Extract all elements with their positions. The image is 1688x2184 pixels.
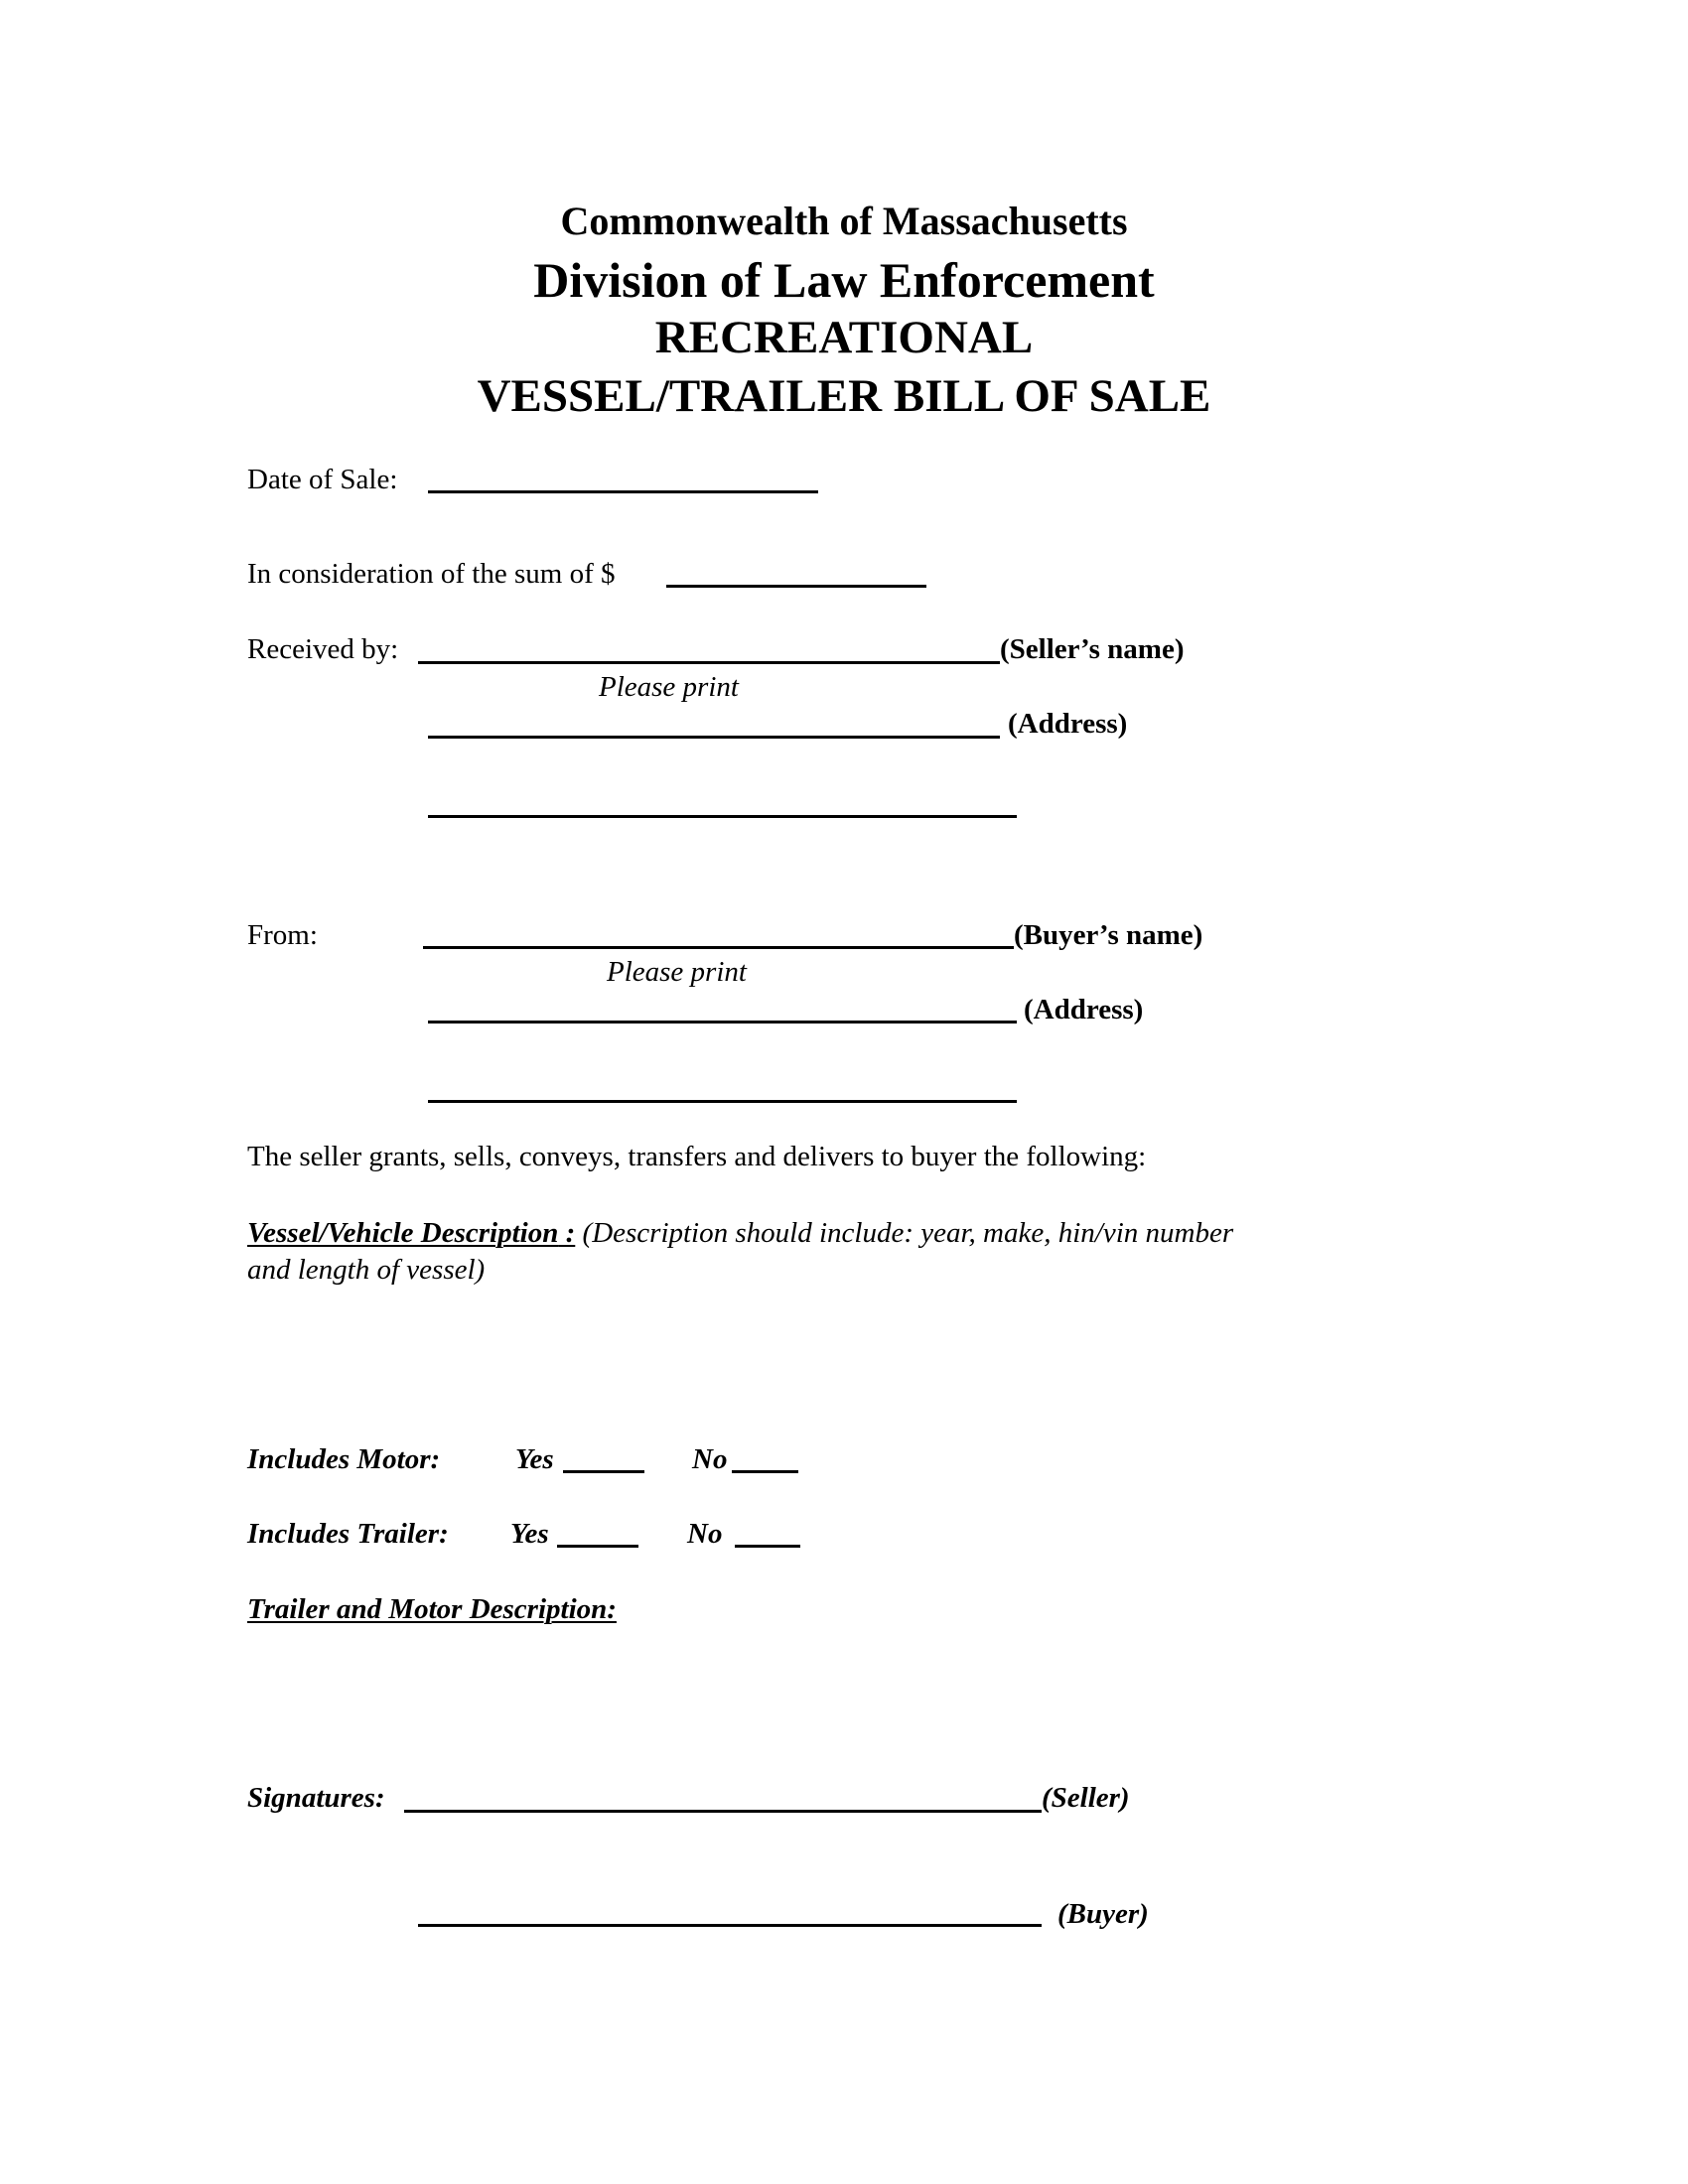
vessel-description-heading: Vessel/Vehicle Description (247, 1217, 559, 1249)
buyer-address-line2-field[interactable] (428, 1100, 1017, 1103)
seller-please-print-hint: Please print (599, 671, 739, 703)
includes-trailer-no-label: No (687, 1518, 723, 1550)
trailer-motor-description-field[interactable] (247, 1638, 1389, 1757)
received-by-label: Received by: (247, 633, 399, 665)
includes-trailer-yes-field[interactable] (557, 1545, 638, 1548)
buyer-signature-field[interactable] (418, 1924, 1042, 1927)
buyer-address-line1-field[interactable] (428, 1021, 1017, 1024)
header-commonwealth: Commonwealth of Massachusetts (560, 199, 1128, 243)
buyer-signature-caption: (Buyer) (1057, 1898, 1149, 1930)
date-of-sale-label: Date of Sale: (247, 464, 398, 495)
seller-name-caption: (Seller’s name) (1000, 633, 1185, 665)
includes-trailer-yes-label: Yes (510, 1518, 549, 1550)
consideration-label: In consideration of the sum of $ (247, 558, 616, 590)
buyer-name-caption: (Buyer’s name) (1014, 919, 1203, 951)
includes-motor-no-label: No (692, 1443, 728, 1475)
vessel-description-instructions-cont: and length of vessel) (247, 1254, 486, 1286)
includes-trailer-label: Includes Trailer: (247, 1518, 449, 1550)
consideration-amount-field[interactable] (666, 585, 926, 588)
includes-motor-label: Includes Motor: (247, 1443, 441, 1475)
trailer-motor-description-heading: Trailer and Motor Description: (247, 1593, 617, 1625)
page-title: VESSEL/TRAILER BILL OF SALE (477, 370, 1211, 422)
signatures-label: Signatures: (247, 1782, 385, 1814)
vessel-description-field[interactable] (247, 1296, 1389, 1415)
from-label: From: (247, 919, 318, 951)
includes-motor-yes-label: Yes (515, 1443, 554, 1475)
seller-address-line1-field[interactable] (428, 736, 1000, 739)
buyer-address-caption: (Address) (1024, 994, 1144, 1025)
seller-address-caption: (Address) (1008, 708, 1128, 740)
seller-address-line2-field[interactable] (428, 815, 1017, 818)
header-recreational: RECREATIONAL (654, 312, 1034, 363)
header-division: Division of Law Enforcement (533, 252, 1155, 308)
date-of-sale-field[interactable] (428, 490, 818, 493)
includes-motor-no-field[interactable] (732, 1470, 798, 1473)
vessel-description-row (247, 1219, 1233, 1248)
seller-signature-field[interactable] (404, 1810, 1042, 1813)
buyer-name-field[interactable] (423, 946, 1014, 949)
seller-name-field[interactable] (418, 661, 1000, 664)
seller-signature-caption: (Seller) (1042, 1782, 1130, 1814)
vessel-description-instructions: (Description should include: year, make, hin/vin number (575, 1217, 1234, 1249)
includes-trailer-no-field[interactable] (735, 1545, 800, 1548)
includes-motor-yes-field[interactable] (563, 1470, 644, 1473)
buyer-please-print-hint: Please print (607, 956, 747, 988)
vessel-description-colon: : (558, 1217, 576, 1249)
grant-statement: The seller grants, sells, conveys, transfers and delivers to buyer the following: (247, 1141, 1147, 1172)
